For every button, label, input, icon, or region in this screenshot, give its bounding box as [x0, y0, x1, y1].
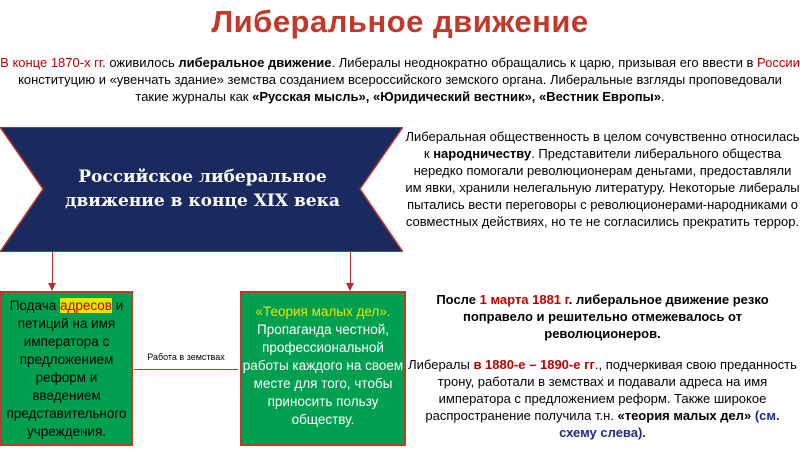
intro-paragraph: [0, 54, 800, 105]
p3-small-deeds: «теория малых дел»: [617, 408, 752, 423]
box-left-pre: Подача: [9, 298, 60, 313]
box-right-highlight: «Теория малых дел».: [255, 304, 391, 319]
intro-russia: России: [756, 55, 800, 70]
box-addresses: [0, 291, 133, 446]
intro-text-2: . Либералы неоднократно обращались к царю, призывая его ввести в: [331, 55, 757, 70]
intro-liberal-movement: либеральное движение: [178, 55, 332, 70]
page-title: Либеральное движение: [211, 4, 589, 39]
p1-text-c: . Представители либерального общества нередко помогали революционерам деньгами, предоставляли им явки, хранили нелегальную литературу. Некоторые либералы пытались вести переговоры с революционерами-народниками о совместных действиях, но те не согласились прекратить террор.: [405, 146, 800, 229]
box-right-text: Пропаганда честной, профессиональной работы каждого на своем месте для того, чтобы приносить пользу обществу.: [242, 322, 404, 427]
arrow-left-line: [52, 252, 53, 283]
intro-journals: «Русская мысль», «Юридический вестник», «Вестник Европы»: [252, 89, 661, 104]
intro-text-1: . оживилось: [102, 55, 179, 70]
p3-text-a: Либералы: [408, 357, 474, 372]
intro-text-3: конституцию и «увенчать здание» земства созданием всероссийского земского органа. Либеральные взгляды проповедовали такие журналы как: [18, 72, 782, 104]
p1-text-a: Либеральная общественность в целом сочувственно относилась к: [405, 129, 800, 161]
banner-line-2: движение в конце XIX века: [65, 191, 340, 211]
banner-line-1: Российское либеральное: [78, 167, 327, 187]
zemstvo-work-label: Работа в земствах: [147, 352, 225, 362]
p3-see-scheme: (см. схему слева).: [559, 408, 780, 440]
arrow-left-head: [48, 283, 56, 291]
box-left-highlight: адресов: [60, 298, 112, 313]
banner-title: [40, 165, 365, 213]
paragraph-populism: [405, 128, 800, 230]
intro-text-4: .: [660, 89, 665, 104]
p3-date: в 1880-е – 1890-е гг: [473, 357, 595, 372]
box-left-text: и петиций на имя императора с предложением реформ и введением представительного учреждения.: [6, 298, 127, 439]
p2-text-a: После: [436, 292, 480, 307]
p1-populism: народничеству: [433, 146, 532, 161]
connector-line: [134, 369, 238, 370]
arrow-right-head: [346, 283, 354, 291]
p3-text-c: ., подчеркивая свою преданность трону, работали в земствах и подавали адреса на имя императора с предложением реформ. Также широкое распространение получила т.н.: [425, 357, 797, 423]
paragraph-after-march: [405, 291, 800, 342]
arrow-right-line: [350, 252, 351, 283]
p2-text-c: . либеральное движение резко поправело и решительно отмежевалось от революционеров.: [462, 292, 769, 341]
paragraph-1880s: [405, 356, 800, 441]
p2-date: 1 марта 1881 г: [479, 292, 569, 307]
intro-date: В конце 1870-х гг: [0, 55, 103, 70]
box-small-deeds: [240, 291, 406, 446]
